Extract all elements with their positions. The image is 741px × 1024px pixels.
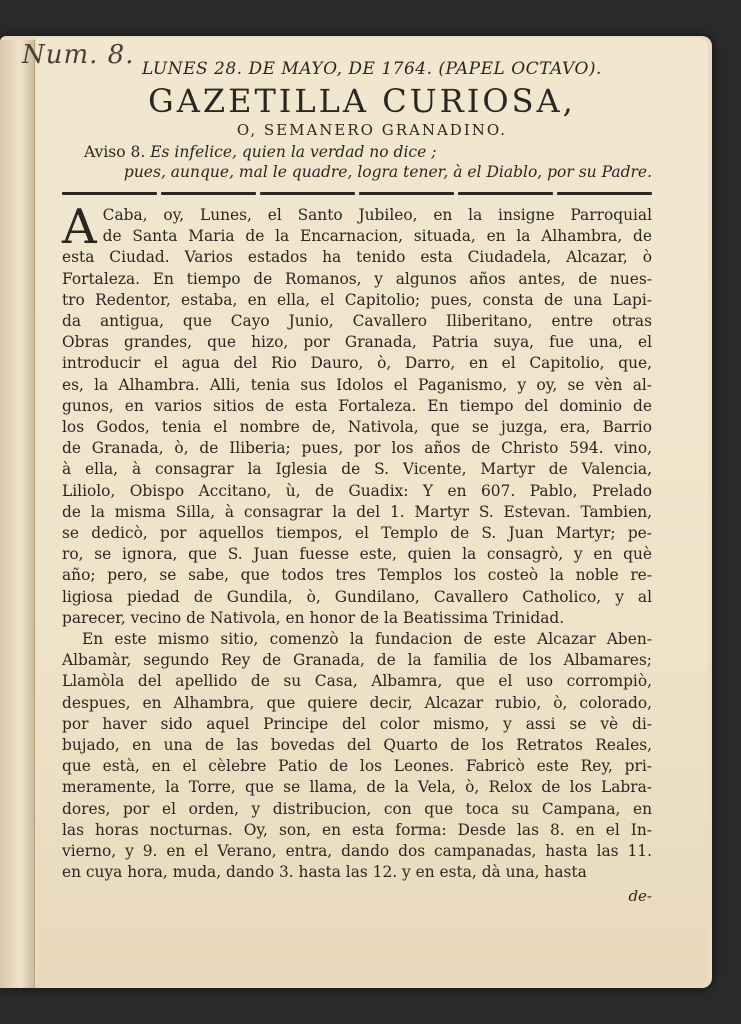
ornamental-rule <box>62 192 652 195</box>
text-line: meramente, la Torre, que se llama, de la Vela, ò, Relox de los Labra- <box>62 778 652 797</box>
text-line: Llamòla del apellido de su Casa, Albamra, que el uso corrompiò, <box>62 672 652 691</box>
text-line: los Godos, tenia el nombre de, Nativola, que se juzga, era, Barrio <box>62 418 652 437</box>
text-line: año; pero, se sabe, que todos tres Templos los costeò la noble re- <box>62 566 652 585</box>
handwritten-note: Num. 8. <box>22 40 135 70</box>
text-line: gunos, en varios sitios de esta Fortaleza. En tiempo del dominio de <box>62 396 652 415</box>
dateline: LUNES 28. DE MAYO, DE 1764. (PAPEL OCTAVO). <box>142 59 602 79</box>
article-body <box>62 199 652 907</box>
text-line: ligiosa piedad de Gundila, ò, Gundilano, Cavallero Catholico, y al <box>62 587 652 606</box>
text-line: Liliolo, Obispo Accitano, ù, de Guadix: Y en 607. Pablo, Prelado <box>62 481 652 500</box>
text-line: es, la Alhambra. Alli, tenia sus Idolos el Paganismo, y oy, se vèn al- <box>62 375 652 394</box>
text-line: dores, por el orden, y distribucion, con que toca su Campana, en <box>62 799 652 818</box>
text-line: en cuya hora, muda, dando 3. hasta las 12. y en esta, dà una, hasta <box>62 863 587 882</box>
paragraph-2 <box>62 629 652 883</box>
text-line: Albamàr, segundo Rey de Granada, de la familia de los Albamares; <box>62 651 652 670</box>
text-line: parecer, vecino de Nativola, en honor de la Beatissima Trinidad. <box>62 608 565 627</box>
text-line: da antigua, que Cayo Junio, Cavallero Iliberitano, entre otras <box>62 312 652 331</box>
text-line: Obras grandes, que hizo, por Granada, Patria suya, fue una, el <box>62 333 652 352</box>
aviso <box>84 142 652 162</box>
page-subtitle: O, SEMANERO GRANADINO. <box>236 121 508 139</box>
text-line: que està, en el cèlebre Patio de los Leones. Fabricò este Rey, pri- <box>62 757 652 776</box>
text-line: vierno, y 9. en el Verano, entra, dando dos campanadas, hasta las 11. <box>62 842 652 861</box>
text-line: se dedicò, por aquellos tiempos, el Templo de S. Juan Martyr; pe- <box>62 524 652 543</box>
aviso-label: Aviso 8. <box>84 143 146 161</box>
text-line: Fortaleza. En tiempo de Romanos, y algunos años antes, de nues- <box>62 269 652 288</box>
text-line: bujado, en una de las bovedas del Quarto de los Retratos Reales, <box>62 736 652 755</box>
text-line: à ella, à consagrar la Iglesia de S. Vicente, Martyr de Valencia, <box>62 460 652 479</box>
paragraph-1 <box>62 199 652 629</box>
text-line: de Granada, ò, de Iliberia; pues, por los años de Christo 594. vino, <box>62 439 652 458</box>
text-line: por haver sido aquel Principe del color mismo, y assi se vè di- <box>62 714 652 733</box>
drop-cap: A <box>62 199 97 255</box>
text-line: despues, en Alhambra, que quiere decir, Alcazar rubio, ò, colorado, <box>62 693 652 712</box>
text-line: introducir el agua del Rio Dauro, ò, Darro, en el Capitolio, que, <box>62 354 652 373</box>
motto: pues, aunque, mal le quadre, logra tener, à el Diablo, por su Padre. <box>123 163 652 181</box>
text-line: tro Redentor, estaba, en ella, el Capitolio; pues, consta de una Lapi- <box>62 290 652 309</box>
page-title: GAZETILLA CURIOSA, <box>148 82 576 120</box>
text-line: las horas nocturnas. Oy, son, en esta forma: Desde las 8. en el In- <box>62 820 652 839</box>
text-line: de la misma Silla, à consagrar la del 1. Martyr S. Estevan. Tambien, <box>62 502 652 521</box>
page-content <box>62 58 652 907</box>
text-line: ro, se ignora, que S. Juan fuesse este, quien la consagrò, y en què <box>62 545 652 564</box>
left-page-edge <box>0 40 35 988</box>
text-line: esta Ciudad. Varios estados ha tenido esta Ciudadela, Alcazar, ò <box>62 248 652 267</box>
aviso-text: Es infelice, quien la verdad no dice ; <box>150 143 437 161</box>
text-line: En este mismo sitio, comenzò la fundacion de este Alcazar Aben- <box>82 630 652 649</box>
catchword: de- <box>628 886 652 905</box>
text-line: Caba, oy, Lunes, el Santo Jubileo, en la insigne Parroquial <box>102 206 652 224</box>
text-line: de Santa Maria de la Encarnacion, situada, en la Alhambra, de <box>102 227 652 246</box>
